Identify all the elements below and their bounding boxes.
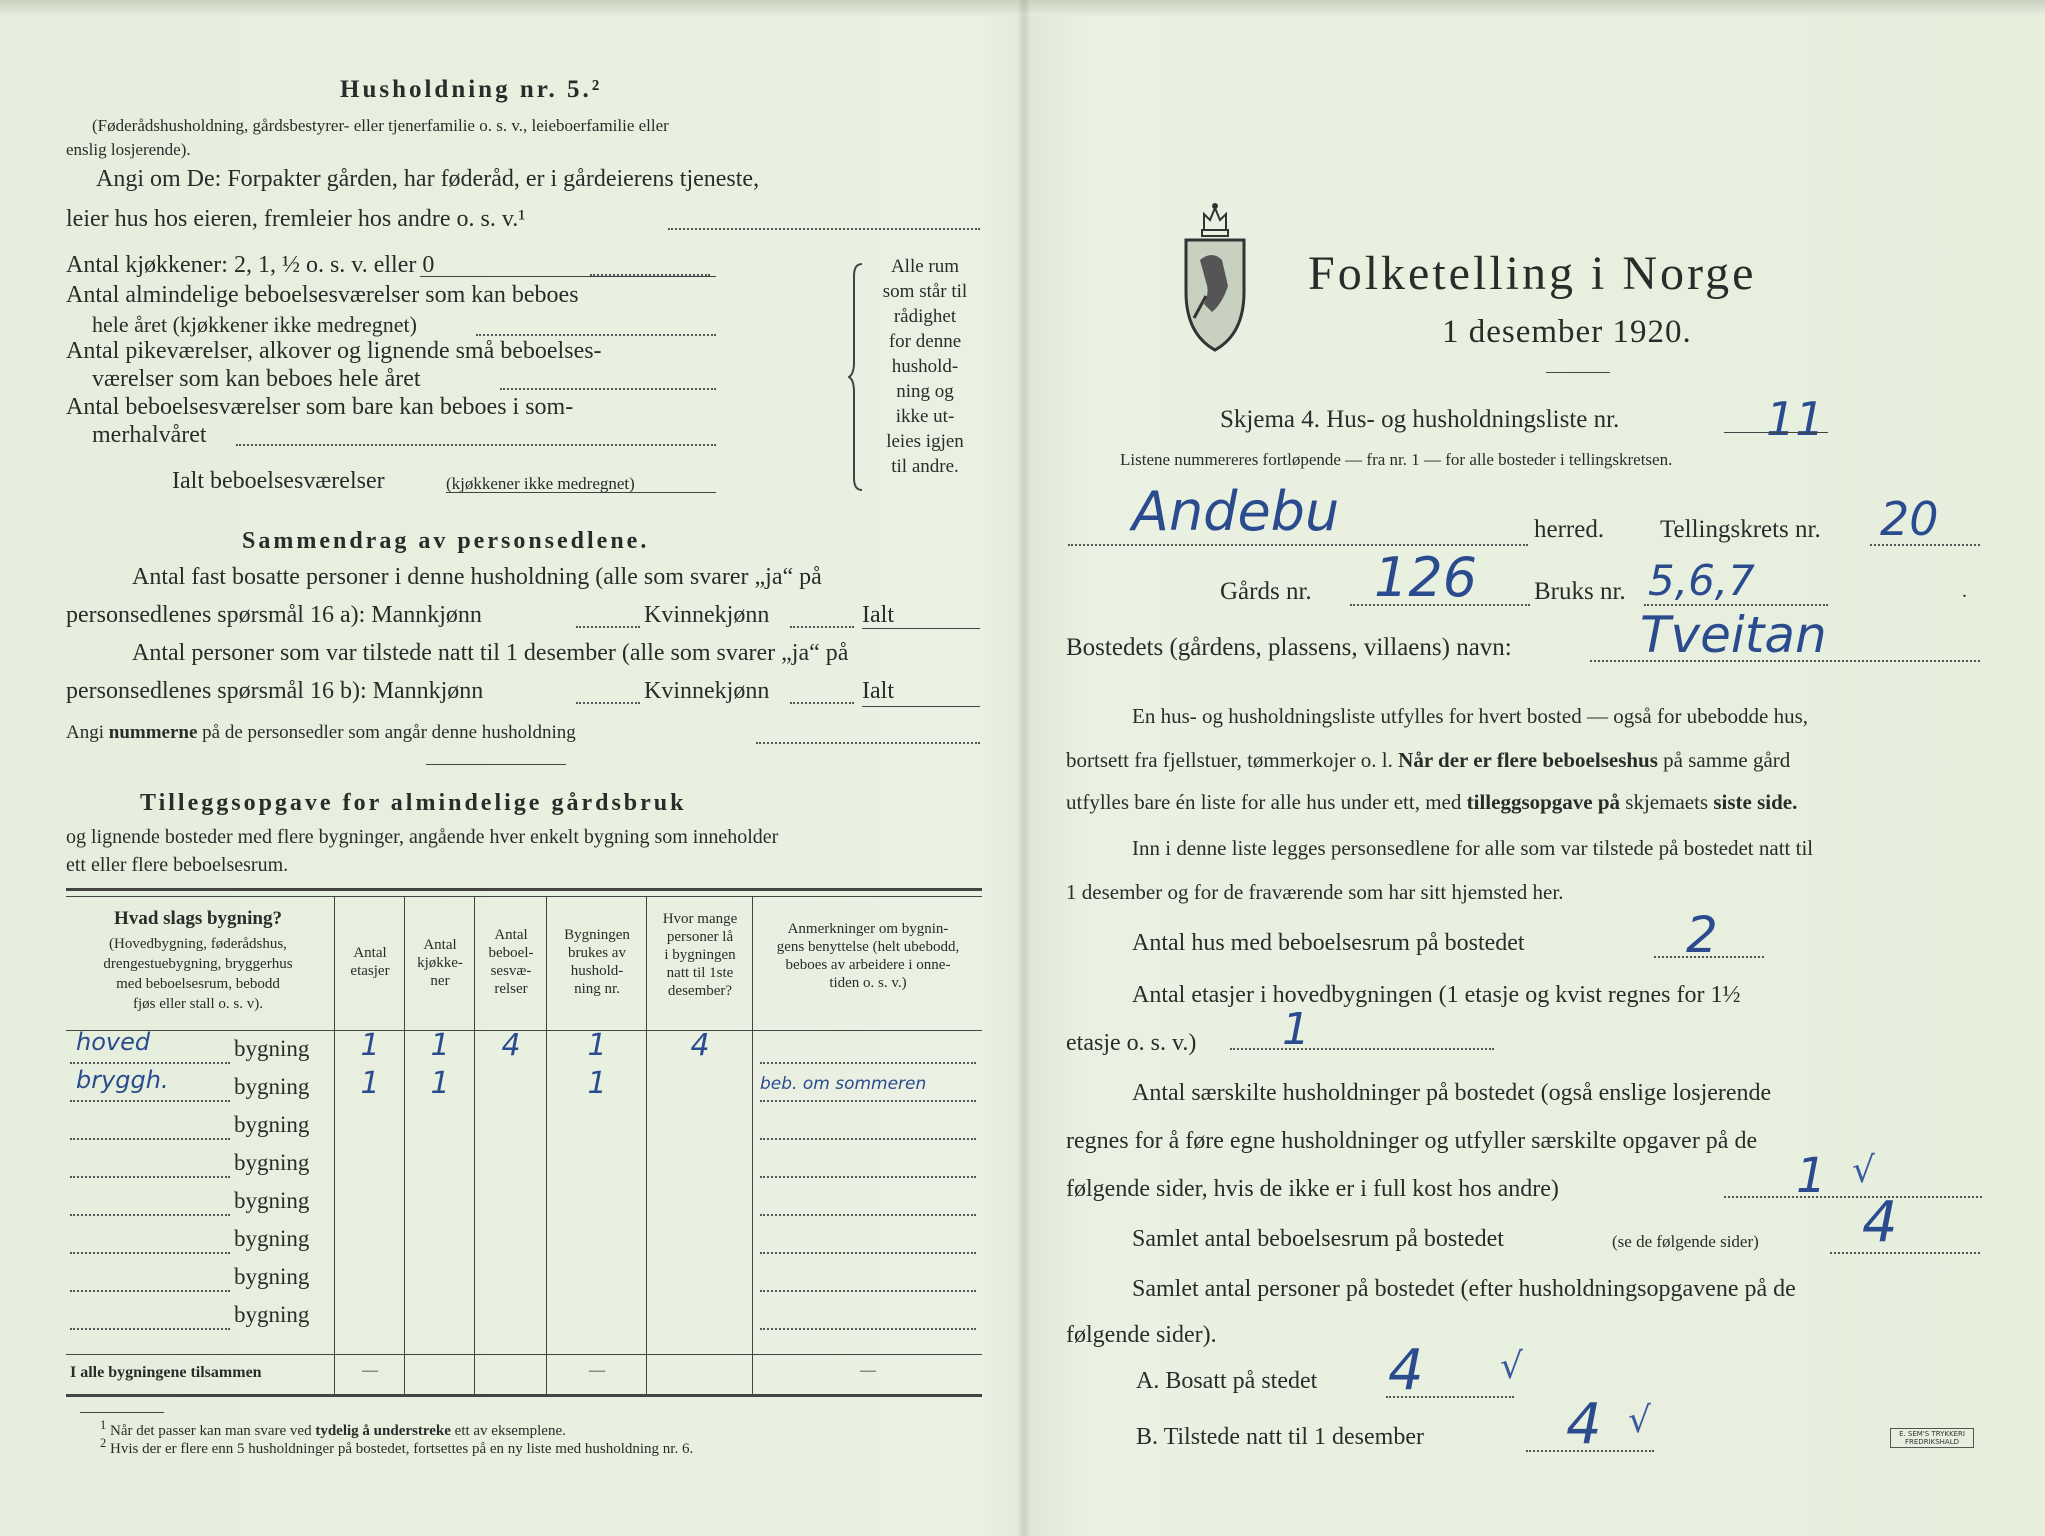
table-total-rule (66, 1354, 982, 1355)
table-top-rule (66, 888, 982, 891)
row-word-bygning: bygning (234, 1226, 310, 1251)
para2-1: Inn i denne liste legges personsedlene for alle som var tilstede på bostedet natt til (1132, 836, 1814, 860)
section-divider (426, 764, 566, 765)
gards-dots (1350, 604, 1530, 606)
q-hush-3: følgende sider, hvis de ikke er i full kost hos andre) (1066, 1176, 1559, 1202)
q-hush-dots (1724, 1196, 1982, 1198)
para1-3-mid: skjemaets (1625, 790, 1709, 814)
side-note-line: leies igjen (886, 431, 964, 452)
q-b-label: B. Tilstede natt til 1 desember (1136, 1424, 1424, 1450)
sum-a-ialt: Ialt (862, 602, 894, 628)
angi-nummer-dots (756, 742, 980, 744)
q-rum-dots (1830, 1252, 1980, 1254)
head-line: desember? (667, 983, 733, 999)
side-note-line: ning og (896, 381, 954, 402)
para1-3-bold: tilleggsopgave på (1466, 790, 1621, 814)
summary-title: Sammendrag av personsedlene. (242, 528, 650, 554)
head-line: relser (494, 981, 528, 997)
q-a-value: 4 (1388, 1338, 1424, 1403)
row-word-bygning: bygning (234, 1150, 310, 1175)
footnote-2-mark: 2 (100, 1436, 107, 1450)
q-hus-dots (1654, 956, 1764, 958)
q-rum-label: Samlet antal beboelsesrum på bostedet (1132, 1226, 1504, 1252)
row-word-bygning: bygning (234, 1302, 310, 1327)
brace-icon (848, 262, 868, 492)
q-b-dots (1526, 1450, 1654, 1452)
sum-a-mann-dots (576, 626, 640, 628)
head-line: Antal (423, 937, 457, 953)
table-top-rule-2 (66, 896, 982, 897)
q-b-value: 4 (1566, 1392, 1602, 1457)
total-etasjer-dash: — (362, 1362, 378, 1379)
tillegg-title: Tilleggsopgave for almindelige gårdsbruk (140, 790, 687, 816)
bruks-value: 5,6,7 (1648, 556, 1755, 605)
head-line: gens benyttelse (helt ubebodd, (776, 939, 960, 955)
side-note-line: rådighet (893, 306, 957, 327)
q-alm-1: Antal almindelige beboelsesværelser som kan beboes (66, 282, 579, 308)
sum-a-ialt-rule (862, 628, 980, 629)
bosted-dots (1590, 660, 1980, 662)
kjokkener-rule (420, 276, 716, 277)
q-som-1: Antal beboelsesværelser som bare kan beboes i som- (66, 394, 574, 420)
q-pers-2: følgende sider). (1066, 1322, 1217, 1348)
cell-kjokken: 1 (430, 1066, 450, 1101)
building-type-dots (70, 1176, 230, 1178)
cell-kjokken: 1 (430, 1028, 450, 1063)
building-type-dots (70, 1100, 230, 1102)
para1-3 (1066, 790, 1797, 815)
tillegg-line-2: ett eller flere beboelsesrum. (66, 854, 289, 876)
para1-1: En hus- og husholdningsliste utfylles for hvert bosted — også for ubebodde hus, (1132, 704, 1808, 728)
angi-nummer-bold: nummerne (108, 722, 198, 743)
building-type-dots (70, 1290, 230, 1292)
para1-2 (1066, 748, 1790, 773)
footnote-2-text: Hvis der er flere enn 5 husholdninger på bostedet, fortsettes på en ny liste med husholdning nr. 6. (110, 1441, 694, 1457)
sum-b-kvinne-dots (790, 702, 854, 704)
table-col-line (334, 896, 335, 1394)
q-etasjer-value: 1 (1282, 1004, 1310, 1055)
head-line: personer lå (666, 929, 734, 945)
printer-stamp (1890, 1428, 1974, 1448)
row-word-bygning: bygning (234, 1264, 310, 1289)
ialt-rule (446, 492, 716, 493)
cell-husholdning: 1 (587, 1028, 607, 1063)
census-date: 1 desember 1920. (1442, 314, 1692, 350)
head-line: etasjer (350, 963, 390, 979)
side-note-line: ikke ut- (895, 406, 955, 427)
side-note-line: for denne (888, 331, 962, 352)
para1-2-post: på samme gård (1663, 748, 1791, 772)
head-anmerkninger (754, 920, 982, 992)
intro-line-2: enslig losjerende). (66, 140, 191, 159)
head-etasjer (336, 944, 404, 980)
sum-a-kvinne-dots (790, 626, 854, 628)
table-col-line (646, 896, 647, 1394)
anm-dots (760, 1100, 976, 1102)
q-etasjer-2: etasje o. s. v.) (1066, 1030, 1197, 1056)
cell-etasjer: 1 (360, 1028, 380, 1063)
q-a-check: √ (1500, 1346, 1523, 1387)
table-col-line (474, 896, 475, 1394)
building-type-value: bryggh. (76, 1066, 169, 1094)
sum-a-1: Antal fast bosatte personer i denne husholdning (alle som svarer „ja“ på (132, 564, 822, 590)
q-ialt-note: (kjøkkener ikke medregnet) (446, 474, 635, 493)
row-word-bygning: bygning (234, 1036, 310, 1061)
head-line: brukes av (568, 945, 626, 961)
cell-personer: 4 (690, 1028, 710, 1063)
head-husholdning (548, 926, 646, 998)
angi-line-2: leier hus hos eieren, fremleier hos andre o. s. v.¹ (66, 206, 526, 232)
anm-dots (760, 1252, 976, 1254)
angi-dotted-line (668, 228, 980, 230)
herred-label: herred. (1534, 516, 1605, 543)
anm-dots (760, 1062, 976, 1064)
cell-anmerkning: beb. om sommeren (760, 1074, 927, 1094)
intro-line-1: (Føderådshusholdning, gårdsbestyrer- eller tjenerfamilie o. s. v., leieboerfamilie eller (92, 116, 669, 135)
stamp-line: FREDRIKSHALD (1904, 1438, 1959, 1446)
head-line: Antal (494, 927, 528, 943)
sum-b-mann-dots (576, 702, 640, 704)
head-type-desc (66, 934, 330, 1014)
building-type-dots (70, 1214, 230, 1216)
q-hus-label: Antal hus med beboelsesrum på bostedet (1132, 930, 1525, 956)
som-dots (236, 444, 716, 446)
anm-dots (760, 1176, 976, 1178)
q-alm-2: hele året (kjøkkener ikke medregnet) (92, 312, 417, 337)
sum-b-kvinne: Kvinnekjønn (644, 678, 770, 704)
q-b-check: √ (1628, 1400, 1651, 1441)
stamp-line: E. SEM'S TRYKKERI (1899, 1430, 1965, 1438)
head-type-line: drengestuebygning, bryggerhus (103, 956, 293, 972)
para2-2: 1 desember og for de fraværende som har sitt hjemsted her. (1066, 880, 1564, 904)
q-som-2: merhalvåret (92, 422, 207, 448)
q-hush-2: regnes for å føre egne husholdninger og utfyller særskilte opgaver på de (1066, 1128, 1758, 1154)
para1-2-pre: bortsett fra fjellstuer, tømmerkojer o. l. (1066, 748, 1393, 772)
table-col-line (546, 896, 547, 1394)
sum-a-kvinne: Kvinnekjønn (644, 602, 770, 628)
side-note (872, 254, 978, 479)
head-line: sesvæ- (490, 963, 532, 979)
anm-dots (760, 1138, 976, 1140)
head-line: Antal (353, 945, 387, 961)
side-note-line: hushold- (891, 356, 959, 377)
side-note-line: Alle rum (890, 256, 960, 277)
head-line: Bygningen (564, 927, 630, 943)
total-husholdning-dash: — (589, 1362, 605, 1379)
row-word-bygning: bygning (234, 1188, 310, 1213)
head-line: beboel- (488, 945, 534, 961)
sum-b-2: personsedlenes spørsmål 16 b): Mannkjønn (66, 678, 484, 704)
household-title: Husholdning nr. 5.² (340, 76, 603, 103)
q-hush-1: Antal særskilte husholdninger på bostedet (også enslige losjerende (1132, 1080, 1772, 1106)
row-word-bygning: bygning (234, 1074, 310, 1099)
angi-nummer (66, 722, 576, 744)
sum-b-1: Antal personer som var tilstede natt til 1 desember (alle som svarer „ja“ på (132, 640, 849, 666)
footnote-1-pre: Når det passer kan man svare ved (110, 1423, 312, 1439)
head-line: beboes av arbeidere i onne- (785, 957, 951, 973)
bosted-value: Tveitan (1640, 606, 1827, 664)
head-type-line: fjøs eller stall o. s. v). (133, 996, 263, 1012)
head-line: hushold- (570, 963, 624, 979)
building-type-dots (70, 1252, 230, 1254)
q-hush-check: √ (1852, 1150, 1875, 1191)
q-pike-1: Antal pikeværelser, alkover og lignende små beboelses- (66, 338, 602, 364)
head-vaerelser (476, 926, 546, 998)
q-etasjer-dots (1230, 1048, 1494, 1050)
head-line: natt til 1ste (666, 965, 734, 981)
head-line: kjøkke- (417, 955, 463, 971)
listene-note: Listene nummereres fortløpende — fra nr. 1 — for alle bosteder i tellingskretsen. (1120, 450, 1673, 469)
cell-husholdning: 1 (587, 1066, 607, 1101)
total-anm-dash: — (860, 1362, 876, 1379)
building-type-dots (70, 1138, 230, 1140)
footnote-1-post: ett av eksemplene. (454, 1423, 566, 1439)
cell-etasjer: 1 (360, 1066, 380, 1101)
q-kjokkener: Antal kjøkkener: 2, 1, ½ o. s. v. eller 0 (66, 252, 435, 278)
coat-of-arms-icon (1182, 200, 1248, 354)
sum-b-ialt-rule (862, 706, 980, 707)
q-a-label: A. Bosatt på stedet (1136, 1368, 1318, 1394)
sum-b-ialt: Ialt (862, 678, 894, 704)
bruks-label: Bruks nr. (1534, 578, 1626, 605)
q-rum-note: (se de følgende sider) (1612, 1232, 1759, 1251)
list-number: 11 (1766, 392, 1825, 446)
head-personer (648, 910, 752, 1000)
table-col-line (404, 896, 405, 1394)
para1-3-bold2: siste side. (1713, 790, 1798, 814)
krets-label: Tellingskrets nr. (1660, 516, 1821, 543)
q-pers-1: Samlet antal personer på bostedet (efter husholdningsopgavene på de (1132, 1276, 1796, 1302)
angi-nummer-post: på de personsedler som angår denne husholdning (202, 722, 576, 743)
head-line: ning nr. (574, 981, 620, 997)
krets-value: 20 (1880, 492, 1939, 546)
list-number-line (1724, 432, 1828, 433)
krets-dots (1870, 544, 1980, 546)
cell-vaerelser: 4 (501, 1028, 521, 1063)
footnote-2 (100, 1436, 693, 1458)
anm-dots (760, 1214, 976, 1216)
gards-label: Gårds nr. (1220, 578, 1312, 605)
alm-dots (476, 334, 716, 336)
q-rum-value: 4 (1862, 1190, 1898, 1255)
footnote-rule (80, 1412, 164, 1413)
head-type-line: med beboelsesrum, bebodd (116, 976, 280, 992)
row-word-bygning: bygning (234, 1112, 310, 1137)
anm-dots (760, 1290, 976, 1292)
q-pike-2: værelser som kan beboes hele året (92, 366, 421, 392)
form-title: Folketelling i Norge (1308, 247, 1757, 300)
head-type-line: (Hovedbygning, føderådshus, (109, 936, 287, 952)
title-divider (1546, 372, 1610, 373)
pike-dots (500, 388, 716, 390)
footnote-1-mark: 1 (100, 1418, 107, 1432)
side-note-line: til andre. (891, 456, 959, 477)
head-line: i bygningen (664, 947, 736, 963)
center-fold (1017, 0, 1031, 1536)
sum-a-2: personsedlenes spørsmål 16 a): Mannkjønn (66, 602, 482, 628)
table-bottom-rule (66, 1394, 982, 1397)
angi-line-1: Angi om De: Forpakter gården, har føderåd, er i gårdeierens tjeneste, (96, 166, 760, 192)
anm-dots (760, 1328, 976, 1330)
head-line: Anmerkninger om bygnin- (787, 921, 949, 937)
q-etasjer-1: Antal etasjer i hovedbygningen (1 etasje og kvist regnes for 1½ (1132, 982, 1741, 1008)
q-a-dots (1386, 1396, 1514, 1398)
building-type-dots (70, 1328, 230, 1330)
footnote-1-bold: tydelig å understreke (315, 1423, 451, 1439)
total-label: I alle bygningene tilsammen (70, 1364, 262, 1381)
q-ialt: Ialt beboelsesværelser (172, 468, 385, 494)
herred-value: Andebu (1132, 480, 1340, 543)
stray-dot: . (1962, 580, 1967, 602)
head-type-title: Hvad slags bygning? (114, 908, 282, 929)
para1-3-pre: utfylles bare én liste for alle hus under ett, med (1066, 790, 1462, 814)
q-hush-value: 1 (1796, 1148, 1827, 1204)
gards-value: 126 (1374, 546, 1478, 609)
head-line: Hvor mange (662, 911, 738, 927)
head-line: ner (430, 973, 450, 989)
head-kjokkener (406, 936, 474, 990)
para1-2-bold: Når der er flere beboelseshus (1398, 748, 1658, 772)
table-col-line (752, 896, 753, 1394)
q-hus-value: 2 (1686, 906, 1718, 964)
angi-nummer-pre: Angi (66, 722, 104, 743)
skjema-label: Skjema 4. Hus- og husholdningsliste nr. (1220, 406, 1620, 433)
building-type-dots (70, 1062, 230, 1064)
head-line: tiden o. s. v.) (829, 975, 907, 991)
building-type-value: hoved (76, 1028, 151, 1056)
side-note-line: som står til (882, 281, 968, 302)
tillegg-line-1: og lignende bosteder med flere bygninger, angående hver enkelt bygning som inneholder (66, 826, 779, 848)
bosted-label: Bostedets (gårdens, plassens, villaens) navn: (1066, 634, 1512, 661)
